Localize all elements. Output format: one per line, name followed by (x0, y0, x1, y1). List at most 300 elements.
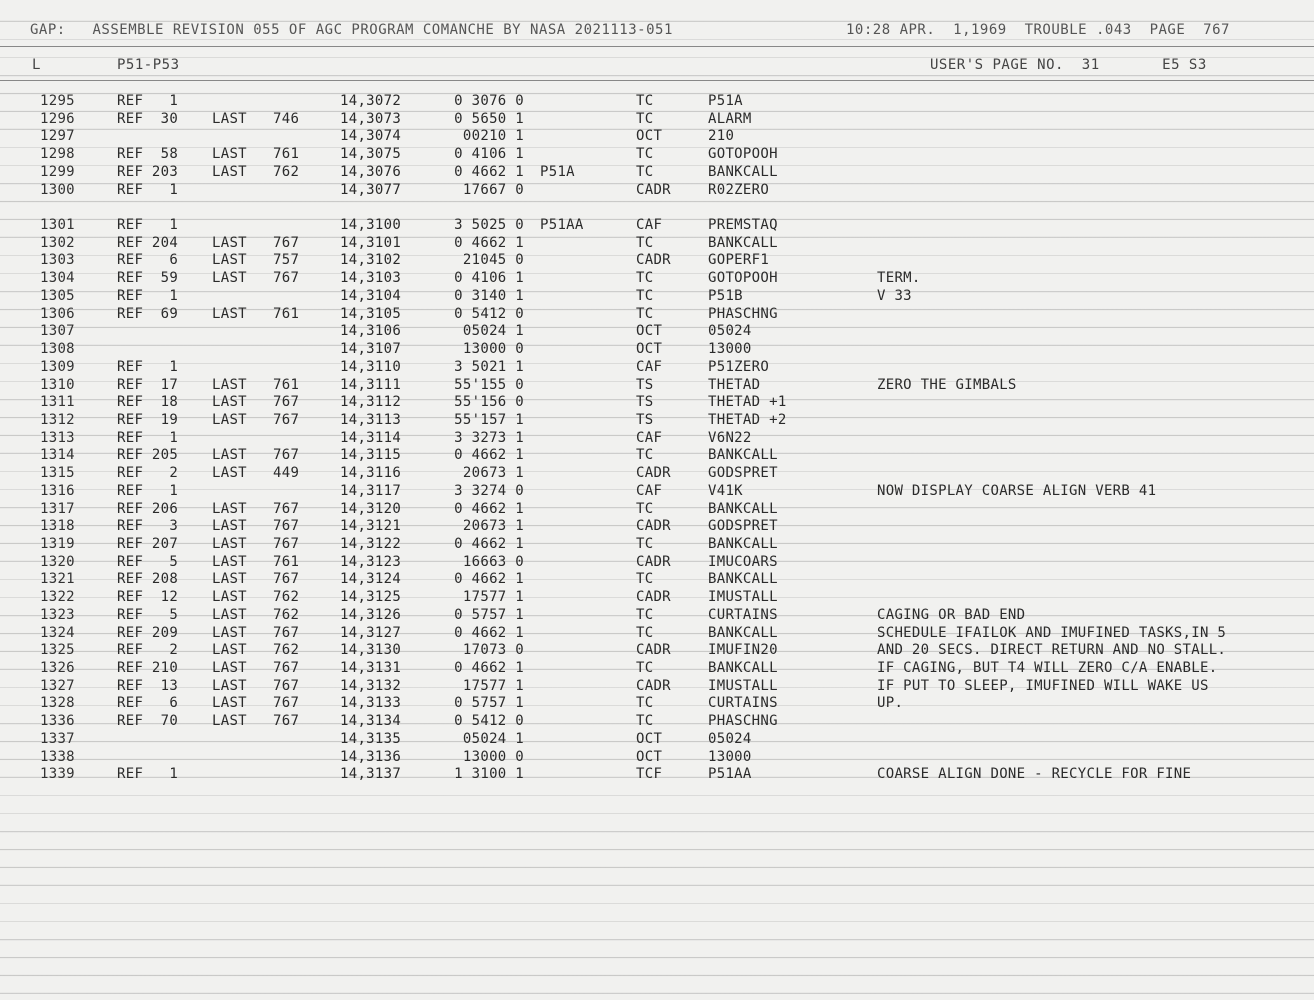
operand: P51B (708, 287, 743, 304)
last-marker: LAST (212, 234, 247, 251)
address: 14,3107 (340, 341, 402, 358)
operand: V6N22 (708, 429, 752, 446)
last-line-number: 767 (273, 447, 300, 464)
opcode: TC (636, 536, 654, 552)
line-number: 1327 (40, 677, 75, 694)
octal-word: 3 3274 0 (454, 482, 524, 499)
listing-row (0, 322, 1314, 340)
line-number: 1336 (40, 713, 75, 730)
ref-count: REF 1 (117, 429, 179, 446)
listing-row (0, 145, 1314, 163)
comment: V 33 (877, 287, 912, 304)
comment: SCHEDULE IFAILOK AND IMUFINED TASKS,IN 5 (877, 624, 1227, 641)
operand: IMUSTALL (708, 677, 778, 694)
address: 14,3076 (340, 163, 402, 180)
header-title: GAP: ASSEMBLE REVISION 055 OF AGC PROGRAM COMANCHE BY NASA 2021113-051 (30, 22, 673, 38)
last-line-number: 767 (273, 695, 300, 712)
listing-row (0, 694, 1314, 712)
operand: THETAD +2 (708, 411, 787, 428)
listing-row (0, 234, 1314, 252)
line-number: 1298 (40, 146, 75, 163)
octal-word: 20673 1 (462, 465, 524, 482)
last-marker: LAST (212, 606, 247, 623)
opcode: TC (636, 163, 654, 180)
octal-word: 0 4662 1 (454, 163, 524, 180)
last-line-number: 762 (273, 642, 300, 659)
ref-count: REF 1 (117, 766, 179, 783)
last-marker: LAST (212, 695, 247, 712)
operand: 05024 (708, 730, 752, 747)
address: 14,3120 (340, 500, 402, 517)
ref-count: REF 3 (117, 518, 179, 535)
listing-row (0, 358, 1314, 376)
operand: P51ZERO (708, 358, 770, 375)
section-name: P51-P53 (117, 57, 180, 73)
listing-row (0, 198, 1314, 216)
listing-row (0, 748, 1314, 766)
ref-count: REF 5 (117, 606, 179, 623)
header-bottom-rule (0, 80, 1314, 81)
line-number: 1310 (40, 376, 75, 393)
ref-count: REF 17 (117, 376, 179, 393)
listing-row (0, 624, 1314, 642)
address: 14,3106 (340, 323, 402, 340)
address: 14,3114 (340, 429, 402, 446)
last-marker: LAST (212, 642, 247, 659)
comment: ZERO THE GIMBALS (877, 376, 1017, 393)
listing-row (0, 110, 1314, 128)
operand: BANKCALL (708, 447, 778, 464)
octal-word: 55'155 0 (454, 376, 524, 393)
last-marker: LAST (212, 571, 247, 588)
last-marker: LAST (212, 146, 247, 163)
octal-word: 0 3076 0 (454, 93, 524, 109)
address: 14,3121 (340, 518, 402, 535)
comment: AND 20 SECS. DIRECT RETURN AND NO STALL. (877, 642, 1227, 659)
address: 14,3132 (340, 677, 402, 694)
operand: GODSPRET (708, 518, 778, 535)
last-marker: LAST (212, 677, 247, 694)
octal-word: 16663 0 (462, 553, 524, 570)
line-number: 1309 (40, 358, 75, 375)
operand: GOPERF1 (708, 252, 770, 269)
opcode: TC (636, 110, 654, 127)
opcode: TC (636, 287, 654, 304)
octal-word: 0 3140 1 (454, 287, 524, 304)
operand: BANKCALL (708, 536, 778, 552)
address: 14,3102 (340, 252, 402, 269)
operand: PHASCHNG (708, 305, 778, 322)
octal-word: 21045 0 (462, 252, 524, 269)
listing-row (0, 127, 1314, 145)
listing-row (0, 500, 1314, 518)
ref-count: REF 1 (117, 287, 179, 304)
opcode: TC (636, 660, 654, 677)
operand: GODSPRET (708, 465, 778, 482)
octal-word: 0 4662 1 (454, 536, 524, 552)
address: 14,3127 (340, 624, 402, 641)
operand: BANKCALL (708, 571, 778, 588)
octal-word: 3 5025 0 (454, 217, 524, 234)
opcode: TC (636, 270, 654, 287)
ref-count: REF 18 (117, 394, 179, 411)
operand: BANKCALL (708, 234, 778, 251)
octal-word: 0 4662 1 (454, 660, 524, 677)
address: 14,3131 (340, 660, 402, 677)
last-line-number: 767 (273, 394, 300, 411)
listing-row (0, 659, 1314, 677)
line-number: 1306 (40, 305, 75, 322)
octal-word: 0 5412 0 (454, 713, 524, 730)
operand: P51A (708, 93, 743, 109)
address: 14,3073 (340, 110, 402, 127)
ref-count: REF 19 (117, 411, 179, 428)
last-line-number: 761 (273, 305, 300, 322)
octal-word: 13000 0 (462, 748, 524, 765)
operand: CURTAINS (708, 606, 778, 623)
last-line-number: 767 (273, 571, 300, 588)
operand: PREMSTAQ (708, 217, 778, 234)
last-line-number: 761 (273, 553, 300, 570)
operand: CURTAINS (708, 695, 778, 712)
opcode: TC (636, 695, 654, 712)
line-number: 1321 (40, 571, 75, 588)
line-number: 1302 (40, 234, 75, 251)
operand: BANKCALL (708, 163, 778, 180)
ref-count: REF 13 (117, 677, 179, 694)
last-marker: LAST (212, 252, 247, 269)
address: 14,3101 (340, 234, 402, 251)
last-line-number: 761 (273, 376, 300, 393)
listing-row (0, 606, 1314, 624)
address: 14,3126 (340, 606, 402, 623)
operand: BANKCALL (708, 500, 778, 517)
symbol-label: P51AA (540, 217, 584, 234)
operand: IMUSTALL (708, 589, 778, 606)
operand: 13000 (708, 748, 752, 765)
listing-row (0, 553, 1314, 571)
opcode: TC (636, 606, 654, 623)
comment: IF CAGING, BUT T4 WILL ZERO C/A ENABLE. (877, 660, 1218, 677)
operand: GOTOPOOH (708, 146, 778, 163)
address: 14,3110 (340, 358, 402, 375)
opcode: CADR (636, 553, 671, 570)
operand: GOTOPOOH (708, 270, 778, 287)
line-number: 1303 (40, 252, 75, 269)
line-number: 1304 (40, 270, 75, 287)
last-marker: LAST (212, 713, 247, 730)
address: 14,3074 (340, 128, 402, 145)
address: 14,3116 (340, 465, 402, 482)
address: 14,3112 (340, 394, 402, 411)
comment: IF PUT TO SLEEP, IMUFINED WILL WAKE US (877, 677, 1209, 694)
line-number: 1299 (40, 163, 75, 180)
octal-word: 0 4106 1 (454, 146, 524, 163)
octal-word: 05024 1 (462, 730, 524, 747)
octal-word: 17577 1 (462, 589, 524, 606)
last-marker: LAST (212, 305, 247, 322)
comment: UP. (877, 695, 904, 712)
opcode: OCT (636, 748, 663, 765)
opcode: OCT (636, 341, 663, 358)
line-number: 1325 (40, 642, 75, 659)
opcode: CAF (636, 482, 663, 499)
opcode: OCT (636, 128, 663, 145)
line-number: 1320 (40, 553, 75, 570)
line-number: 1323 (40, 606, 75, 623)
operand: 13000 (708, 341, 752, 358)
ref-count: REF 5 (117, 553, 179, 570)
listing-row (0, 570, 1314, 588)
listing-row (0, 641, 1314, 659)
address: 14,3105 (340, 305, 402, 322)
comment: COARSE ALIGN DONE - RECYCLE FOR FINE (877, 766, 1192, 783)
address: 14,3115 (340, 447, 402, 464)
last-line-number: 767 (273, 677, 300, 694)
operand: THETAD (708, 376, 761, 393)
listing-row (0, 464, 1314, 482)
last-marker: LAST (212, 465, 247, 482)
address: 14,3133 (340, 695, 402, 712)
ref-count: REF 1 (117, 217, 179, 234)
address: 14,3123 (340, 553, 402, 570)
line-number: 1322 (40, 589, 75, 606)
octal-word: 17577 1 (462, 677, 524, 694)
listing-row (0, 376, 1314, 394)
comment: TERM. (877, 270, 921, 287)
octal-word: 05024 1 (462, 323, 524, 340)
opcode: OCT (636, 730, 663, 747)
last-line-number: 767 (273, 536, 300, 552)
comment: CAGING OR BAD END (877, 606, 1026, 623)
ref-count: REF 2 (117, 642, 179, 659)
listing-row (0, 92, 1314, 110)
octal-word: 0 5757 1 (454, 606, 524, 623)
last-marker: LAST (212, 660, 247, 677)
line-number: 1337 (40, 730, 75, 747)
opcode: TC (636, 234, 654, 251)
last-marker: LAST (212, 500, 247, 517)
operand: IMUCOARS (708, 553, 778, 570)
header-date-page: 10:28 APR. 1,1969 TROUBLE .043 PAGE 767 (846, 22, 1230, 38)
line-number: 1339 (40, 766, 75, 783)
opcode: CADR (636, 518, 671, 535)
octal-word: 17073 0 (462, 642, 524, 659)
listing-row (0, 730, 1314, 748)
operand: 05024 (708, 323, 752, 340)
octal-word: 0 5757 1 (454, 695, 524, 712)
comment: NOW DISPLAY COARSE ALIGN VERB 41 (877, 482, 1157, 499)
line-number: 1338 (40, 748, 75, 765)
last-line-number: 762 (273, 589, 300, 606)
opcode: CADR (636, 677, 671, 694)
line-number: 1295 (40, 93, 75, 109)
ref-count: REF 1 (117, 93, 179, 109)
listing-row (0, 269, 1314, 287)
octal-word: 00210 1 (462, 128, 524, 145)
last-marker: LAST (212, 447, 247, 464)
octal-word: 55'156 0 (454, 394, 524, 411)
address: 14,3137 (340, 766, 402, 783)
opcode: TC (636, 571, 654, 588)
address: 14,3103 (340, 270, 402, 287)
address: 14,3075 (340, 146, 402, 163)
opcode: TC (636, 624, 654, 641)
octal-word: 55'157 1 (454, 411, 524, 428)
opcode: CADR (636, 642, 671, 659)
listing-row (0, 712, 1314, 730)
line-number: 1326 (40, 660, 75, 677)
last-line-number: 767 (273, 713, 300, 730)
opcode: TC (636, 713, 654, 730)
opcode: TS (636, 411, 654, 428)
line-number: 1317 (40, 500, 75, 517)
address: 14,3125 (340, 589, 402, 606)
address: 14,3117 (340, 482, 402, 499)
line-number: 1307 (40, 323, 75, 340)
listing-row (0, 482, 1314, 500)
symbol-label: P51A (540, 163, 575, 180)
user-page-number: USER'S PAGE NO. 31 E5 S3 (930, 57, 1207, 73)
ref-count: REF 1 (117, 181, 179, 198)
octal-word: 0 4662 1 (454, 624, 524, 641)
listing-row (0, 535, 1314, 553)
octal-word: 0 4662 1 (454, 571, 524, 588)
line-number: 1319 (40, 536, 75, 552)
line-number: 1316 (40, 482, 75, 499)
octal-word: 17667 0 (462, 181, 524, 198)
listing-row (0, 588, 1314, 606)
opcode: CADR (636, 252, 671, 269)
opcode: TS (636, 394, 654, 411)
operand: BANKCALL (708, 660, 778, 677)
address: 14,3113 (340, 411, 402, 428)
line-number: 1328 (40, 695, 75, 712)
octal-word: 0 5412 0 (454, 305, 524, 322)
line-number: 1312 (40, 411, 75, 428)
listing-row (0, 446, 1314, 464)
opcode: TC (636, 93, 654, 109)
operand: PHASCHNG (708, 713, 778, 730)
address: 14,3130 (340, 642, 402, 659)
ref-count: REF 205 (117, 447, 179, 464)
operand: IMUFIN20 (708, 642, 778, 659)
ref-count: REF 1 (117, 358, 179, 375)
octal-word: 3 3273 1 (454, 429, 524, 446)
listing-row (0, 677, 1314, 695)
line-number: 1297 (40, 128, 75, 145)
octal-word: 0 4662 1 (454, 234, 524, 251)
opcode: TCF (636, 766, 663, 783)
operand: 210 (708, 128, 735, 145)
listing-row (0, 765, 1314, 783)
listing-row (0, 251, 1314, 269)
listing-row (0, 305, 1314, 323)
octal-word: 0 4662 1 (454, 447, 524, 464)
last-line-number: 746 (273, 110, 300, 127)
opcode: CAF (636, 429, 663, 446)
listing-row (0, 411, 1314, 429)
last-marker: LAST (212, 376, 247, 393)
ref-count: REF 6 (117, 252, 179, 269)
last-line-number: 767 (273, 660, 300, 677)
opcode: CADR (636, 465, 671, 482)
last-line-number: 767 (273, 624, 300, 641)
ref-count: REF 210 (117, 660, 179, 677)
address: 14,3100 (340, 217, 402, 234)
operand: V41K (708, 482, 743, 499)
address: 14,3077 (340, 181, 402, 198)
last-marker: LAST (212, 394, 247, 411)
ref-count: REF 30 (117, 110, 179, 127)
line-number: 1300 (40, 181, 75, 198)
octal-word: 13000 0 (462, 341, 524, 358)
line-number: 1308 (40, 341, 75, 358)
last-line-number: 762 (273, 163, 300, 180)
octal-word: 0 4662 1 (454, 500, 524, 517)
address: 14,3135 (340, 730, 402, 747)
opcode: TC (636, 305, 654, 322)
header-marker: L (32, 57, 41, 73)
last-marker: LAST (212, 163, 247, 180)
octal-word: 3 5021 1 (454, 358, 524, 375)
ref-count: REF 2 (117, 465, 179, 482)
last-line-number: 767 (273, 270, 300, 287)
line-number: 1313 (40, 429, 75, 446)
header-divider (0, 46, 1314, 47)
octal-word: 1 3100 1 (454, 766, 524, 783)
last-marker: LAST (212, 624, 247, 641)
ref-count: REF 204 (117, 234, 179, 251)
ref-count: REF 207 (117, 536, 179, 552)
listing-row (0, 163, 1314, 181)
last-line-number: 767 (273, 234, 300, 251)
line-number: 1311 (40, 394, 75, 411)
opcode: CADR (636, 181, 671, 198)
last-line-number: 762 (273, 606, 300, 623)
octal-word: 20673 1 (462, 518, 524, 535)
ref-count: REF 206 (117, 500, 179, 517)
line-number: 1305 (40, 287, 75, 304)
ref-count: REF 209 (117, 624, 179, 641)
operand: P51AA (708, 766, 752, 783)
address: 14,3122 (340, 536, 402, 552)
line-number: 1318 (40, 518, 75, 535)
line-number: 1301 (40, 217, 75, 234)
line-number: 1296 (40, 110, 75, 127)
last-line-number: 767 (273, 500, 300, 517)
operand: ALARM (708, 110, 752, 127)
ref-count: REF 12 (117, 589, 179, 606)
opcode: CAF (636, 358, 663, 375)
opcode: TC (636, 500, 654, 517)
ref-count: REF 203 (117, 163, 179, 180)
octal-word: 0 5650 1 (454, 110, 524, 127)
last-line-number: 761 (273, 146, 300, 163)
operand: BANKCALL (708, 624, 778, 641)
address: 14,3111 (340, 376, 402, 393)
last-marker: LAST (212, 536, 247, 552)
last-line-number: 767 (273, 518, 300, 535)
address: 14,3124 (340, 571, 402, 588)
last-line-number: 449 (273, 465, 300, 482)
line-number: 1315 (40, 465, 75, 482)
last-marker: LAST (212, 270, 247, 287)
listing-row (0, 216, 1314, 234)
address: 14,3134 (340, 713, 402, 730)
ref-count: REF 1 (117, 482, 179, 499)
listing-row (0, 393, 1314, 411)
